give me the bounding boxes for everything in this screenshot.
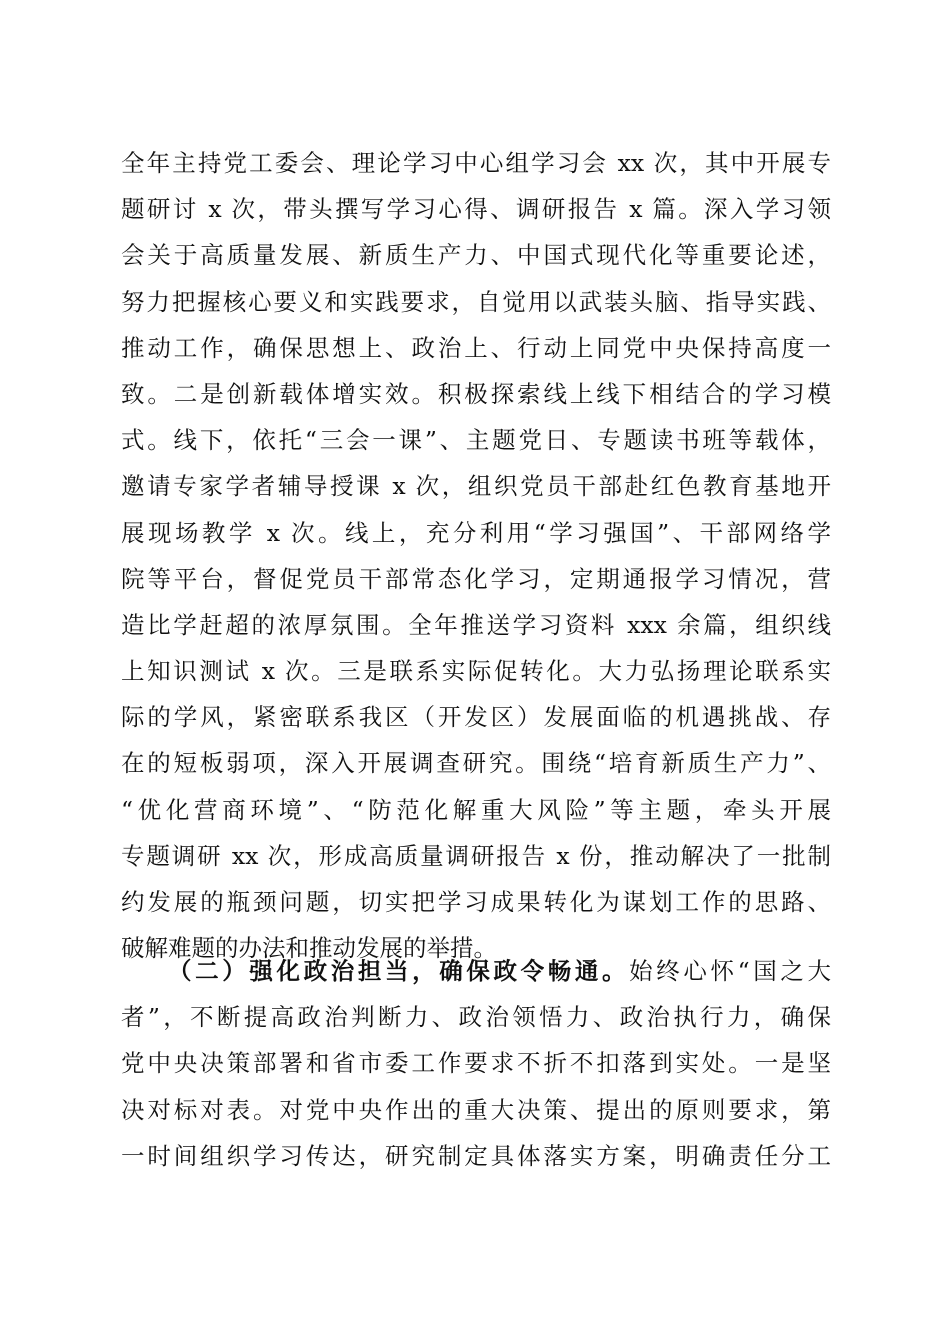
text-line: 致。二是创新载体增实效。积极探索线上线下相结合的学习模 [121,379,831,408]
section-heading: （二）强化政治担当，确保政令畅通。 [168,957,630,985]
text-line: 决对标对表。对党中央作出的重大决策、提出的原则要求，第 [121,1095,831,1124]
text-line: “优化营商环境”、“防范化解重大风险”等主题，牵头开展 [121,795,831,824]
text-line: 会关于高质量发展、新质生产力、中国式现代化等重要论述， [121,241,831,270]
section-heading-line [121,948,831,994]
text-line: 式。线下，依托“三会一课”、主题党日、专题读书班等载体， [121,426,831,455]
text-line: 邀请专家学者辅导授课 x 次，组织党员干部赴红色教育基地开 [121,472,831,501]
text-line: 者”，不断提高政治判断力、政治领悟力、政治执行力，确保 [121,1003,831,1032]
text-line: 努力把握核心要义和实践要求，自觉用以武装头脑、指导实践、 [121,287,831,316]
text-line: 破解难题的办法和推动发展的举措。 [121,934,497,963]
text-line: 党中央决策部署和省市委工作要求不折不扣落到实处。一是坚 [121,1049,831,1078]
text-line: 上知识测试 x 次。三是联系实际促转化。大力弘扬理论联系实 [121,657,831,686]
text-line: 院等平台，督促党员干部常态化学习，定期通报学习情况，营 [121,564,831,593]
text-line: 推动工作，确保思想上、政治上、行动上同党中央保持高度一 [121,333,831,362]
paragraph-political-section [121,948,831,1179]
text-line: 造比学赶超的浓厚氛围。全年推送学习资料 xxx 余篇，组织线 [121,610,831,639]
text-line: 一时间组织学习传达，研究制定具体落实方案，明确责任分工 [121,1141,831,1170]
paragraph-study-section [121,140,831,971]
text-line: 际的学风，紧密联系我区（开发区）发展面临的机遇挑战、存 [121,703,831,732]
text-line: 题研讨 x 次，带头撰写学习心得、调研报告 x 篇。深入学习领 [121,195,831,224]
text-line: 约发展的瓶颈问题，切实把学习成果转化为谋划工作的思路、 [121,888,831,916]
text-line: 展现场教学 x 次。线上，充分利用“学习强国”、干部网络学 [121,518,831,547]
text-line: 专题调研 xx 次，形成高质量调研报告 x 份，推动解决了一批制 [121,841,831,870]
text-line: 在的短板弱项，深入开展调查研究。围绕“培育新质生产力”、 [121,749,831,778]
text-line: 全年主持党工委会、理论学习中心组学习会 xx 次，其中开展专 [121,149,831,177]
section-heading-continuation: 始终心怀“国之大 [629,957,832,985]
